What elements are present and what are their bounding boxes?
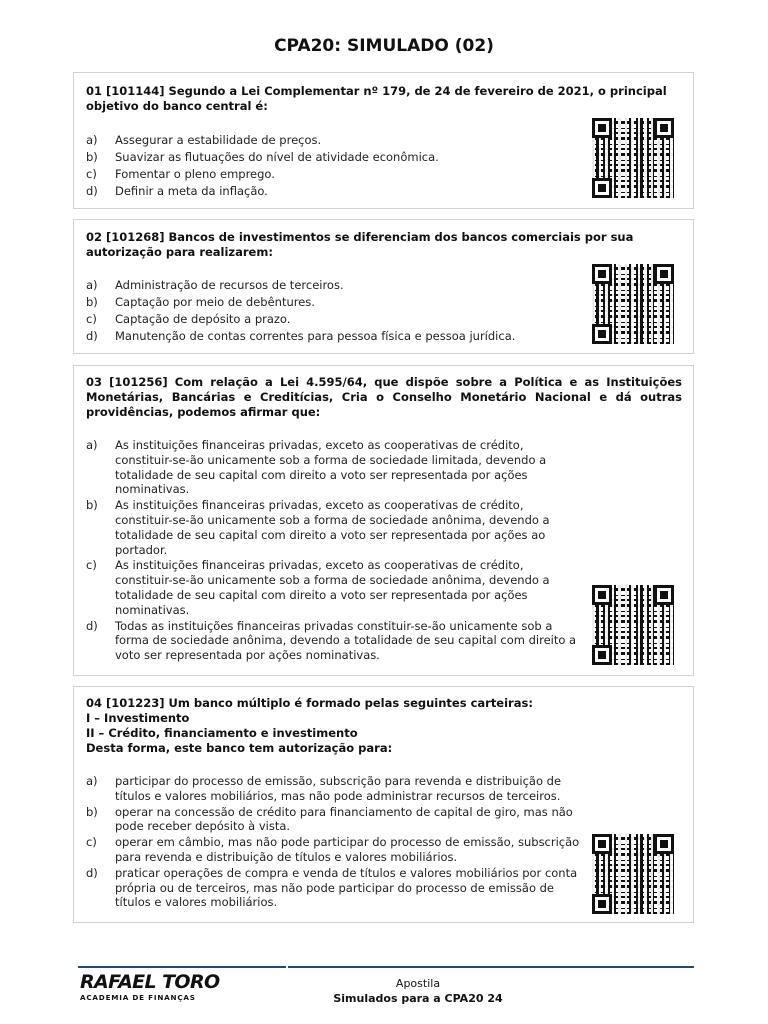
options-list [86,278,586,346]
option-d[interactable]: d) Todas as instituições financeiras privadas constituir-se-ão unicamente sob a forma de sociedade anônima, devendo a totalidade de seu capital com direito a voto ser representada por ações nominativas. [86,618,577,663]
question-stem [86,84,682,114]
question-stem [86,230,682,260]
stem-line: autorização para realizarem: [86,245,273,259]
question-stem [86,696,682,756]
option-d[interactable]: d) Manutenção de contas correntes para pessoa física e pessoa jurídica. [86,329,516,343]
page-title: CPA20: SIMULADO (02) [274,36,494,56]
options-list [86,774,601,911]
option-text: Captação por meio de debêntures. [115,295,315,309]
option-b[interactable]: b) operar na concessão de crédito para financiamento de capital de giro, mas não pode receber depósito à vista. [86,804,573,834]
qr-code-icon[interactable] [592,118,674,198]
qr-code-icon[interactable] [592,264,674,344]
stem-line: 03 [101256] Com relação a Lei 4.595/64, que dispõe sobre a Política e as Instituições [86,375,682,389]
option-text: Assegurar a estabilidade de preços. [115,133,322,147]
option-text: Fomentar o pleno emprego. [115,167,275,181]
option-text: Manutenção de contas correntes para pessoa física e pessoa jurídica. [115,329,516,343]
stem-line: 04 [101223] Um banco múltiplo é formado pelas seguintes carteiras: [86,696,533,710]
option-text: Suavizar as flutuações do nível de atividade econômica. [115,150,439,164]
stem-line: 01 [101144] Segundo a Lei Complementar nº 179, de 24 de fevereiro de 2021, o principal [86,84,667,98]
option-text: Definir a meta da inflação. [115,184,268,198]
question-card-03 [73,365,694,676]
question-stem [86,375,682,420]
stem-line: Monetárias, Bancárias e Creditícias, Cria o Conselho Monetário Nacional e dá outras [86,390,682,404]
option-d[interactable]: d) Definir a meta da inflação. [86,184,268,198]
option-a[interactable]: a) As instituições financeiras privadas, exceto as cooperativas de crédito, constituir-se-ão unicamente sob a forma de sociedade limitada, devendo a totalidade de seu capital com direito a voto ser representada por ações nominativas. [86,438,547,497]
stem-line: 02 [101268] Bancos de investimentos se diferenciam dos bancos comerciais por sua [86,230,634,244]
option-b[interactable]: b) Suavizar as flutuações do nível de atividade econômica. [86,150,439,164]
footer-title: Simulados para a CPA20 24 [333,992,503,1005]
option-c[interactable]: c) Fomentar o pleno emprego. [86,167,275,181]
option-a[interactable]: a) Assegurar a estabilidade de preços. [86,133,322,147]
footer-rule-right [288,966,694,968]
stem-line: objetivo do banco central é: [86,99,268,113]
option-c[interactable]: c) As instituições financeiras privadas, exceto as cooperativas de crédito, constituir-se-ão unicamente sob a forma de sociedade anônima, devendo a totalidade de seu capital com direito a voto ser representada por ações nominativas. [86,558,550,617]
option-b[interactable]: b) Captação por meio de debêntures. [86,295,315,309]
option-c[interactable]: c) operar em câmbio, mas não pode participar do processo de emissão, subscrição para revenda e distribuição de títulos e valores mobiliários. [86,835,580,864]
stem-line: II – Crédito, financiamento e investimento [86,726,358,740]
question-card-04 [73,686,694,923]
brand-tagline: ACADEMIA DE FINANÇAS [80,993,196,1002]
qr-code-icon[interactable] [592,585,674,665]
options-list [86,133,586,201]
stem-line: Desta forma, este banco tem autorização para: [86,741,393,755]
option-d[interactable]: d) praticar operações de compra e venda de títulos e valores mobiliários por conta própria ou de terceiros, mas não pode participar do processo de emissão de títulos e valores mobiliários. [86,865,578,910]
stem-line: providências, podemos afirmar que: [86,405,321,419]
option-text: Administração de recursos de terceiros. [115,278,344,292]
qr-code-icon[interactable] [592,834,674,914]
footer-rule-left [78,966,286,968]
options-list [86,438,596,664]
option-c[interactable]: c) Captação de depósito a prazo. [86,312,291,326]
stem-line: I – Investimento [86,711,190,725]
brand-logo: RAFAEL TORO [80,971,220,993]
option-text: Captação de depósito a prazo. [115,312,291,326]
option-a[interactable]: a) Administração de recursos de terceiros. [86,278,344,292]
option-b[interactable]: b) As instituições financeiras privadas, exceto as cooperativas de crédito, constituir-se-ão unicamente sob a forma de sociedade anônima, devendo a totalidade de seu capital com direito a voto ser representada por ações ao portador. [86,498,550,557]
option-a[interactable]: a) participar do processo de emissão, subscrição para revenda e distribuição de títulos e valores mobiliários, mas não pode administrar recursos de terceiros. [86,774,562,803]
question-card-02 [73,219,694,354]
question-card-01 [73,72,694,209]
footer-label: Apostila [395,977,441,990]
